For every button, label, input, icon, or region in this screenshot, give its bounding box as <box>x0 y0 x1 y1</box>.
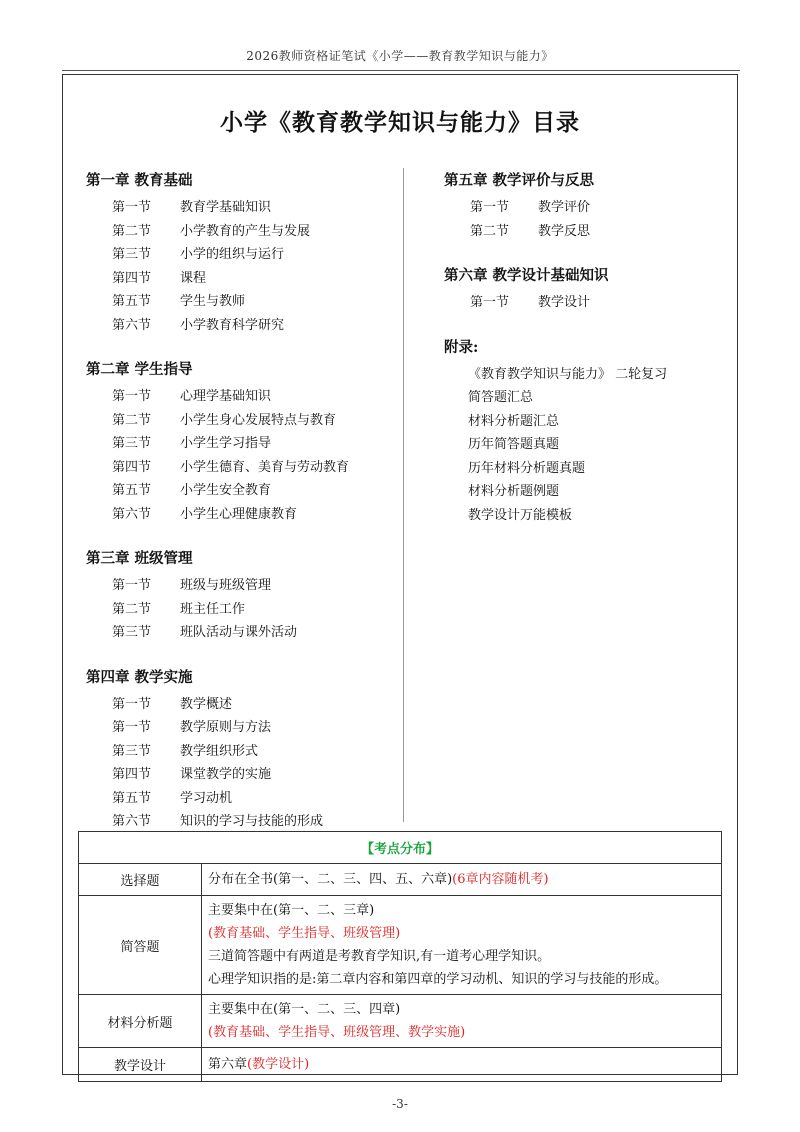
material-line-1: 主要集中在(第一、二、三、四章) <box>208 1002 401 1017</box>
toc-entry[interactable] <box>86 409 396 433</box>
section-title: 班级与班级管理 <box>180 578 272 593</box>
table-row <box>79 864 722 896</box>
short-line-1: 主要集中在(第一、二、三章) <box>208 903 375 918</box>
toc-entry[interactable] <box>86 621 396 645</box>
section-number: 第一节 <box>470 200 510 215</box>
section-title: 教学原则与方法 <box>180 720 272 735</box>
toc-entry[interactable] <box>86 763 396 787</box>
column-divider <box>403 168 404 822</box>
short-line-3: 三道简答题中有两道是考教育学知识,有一道考心理学知识。 <box>208 949 551 964</box>
toc-entry[interactable] <box>86 314 396 338</box>
appendix-item[interactable]: 历年材料分析题真题 <box>468 460 586 476</box>
row-value-material <box>202 995 722 1048</box>
toc-entry[interactable] <box>86 196 396 220</box>
section-number: 第五节 <box>112 790 152 806</box>
section-title: 小学生学习指导 <box>180 436 272 451</box>
section-title: 小学教育的产生与发展 <box>180 223 311 239</box>
section-title: 小学教育科学研究 <box>180 317 285 333</box>
appendix-item[interactable]: 教学设计万能模板 <box>468 507 573 523</box>
toc-entry[interactable] <box>86 456 396 480</box>
section-number: 第二节 <box>112 412 152 428</box>
section-number: 第六节 <box>112 506 152 522</box>
section-number: 第一节 <box>112 389 152 404</box>
section-number: 第二节 <box>470 223 510 239</box>
toc-entry[interactable] <box>444 291 734 315</box>
section-number: 第六节 <box>112 317 152 333</box>
toc-entry[interactable] <box>86 598 396 622</box>
section-title: 班队活动与课外活动 <box>180 625 298 640</box>
row-label-short-answer: 简答题 <box>79 896 202 995</box>
section-title: 学生与教师 <box>180 294 246 309</box>
toc-entry[interactable] <box>86 503 396 527</box>
appendix-item[interactable]: 《教育教学知识与能力》 二轮复习 <box>468 366 668 382</box>
section-title: 学习动机 <box>180 790 233 806</box>
section-number: 第一节 <box>470 295 510 310</box>
section-number: 第一节 <box>112 720 152 735</box>
section-number: 第六节 <box>112 814 152 829</box>
material-line-2: (教育基础、学生指导、班级管理、教学实施) <box>208 1025 466 1040</box>
row-value-choice <box>202 864 722 896</box>
section-title: 课程 <box>180 270 207 286</box>
row-value-design <box>202 1048 722 1082</box>
choice-text: 分布在全书(第一、二、三、四、五、六章) <box>208 872 453 887</box>
appendix-item[interactable]: 材料分析题例题 <box>468 484 560 499</box>
section-title: 教学概述 <box>180 696 233 712</box>
section-title: 教学反思 <box>538 223 591 239</box>
section-title: 知识的学习与技能的形成 <box>180 814 324 829</box>
toc-entry[interactable] <box>86 267 396 291</box>
appendix-item[interactable]: 简答题汇总 <box>468 390 534 405</box>
section-number: 第一节 <box>112 200 152 215</box>
section-number: 第三节 <box>112 743 152 759</box>
toc-entry[interactable] <box>86 290 396 314</box>
section-title: 小学生身心发展特点与教育 <box>180 412 337 428</box>
toc-entry[interactable] <box>86 432 396 456</box>
section-number: 第一节 <box>112 578 152 593</box>
toc-entry[interactable] <box>86 716 396 740</box>
section-number: 第四节 <box>112 459 152 475</box>
toc-title: 小学《教育教学知识与能力》目录 <box>220 109 580 136</box>
section-title: 小学生安全教育 <box>180 483 272 498</box>
short-line-4: 心理学知识指的是:第二章内容和第四章的学习动机、知识的学习与技能的形成。 <box>208 972 668 987</box>
choice-highlight: (6章内容随机考) <box>452 872 549 887</box>
table-row <box>79 995 722 1048</box>
appendix-heading[interactable]: 附录: <box>444 338 479 356</box>
chapter-2-heading[interactable]: 第二章 学生指导 <box>86 361 193 378</box>
section-title: 小学生德育、美育与劳动教育 <box>180 459 350 475</box>
running-header: 2026教师资格证笔试《小学——教育教学知识与能力》 <box>246 49 554 63</box>
chapter-5-heading[interactable]: 第五章 教学评价与反思 <box>444 172 595 189</box>
section-number: 第三节 <box>112 436 152 451</box>
row-label-design: 教学设计 <box>79 1048 202 1082</box>
toc-entry[interactable] <box>86 810 396 834</box>
toc-entry[interactable] <box>86 385 396 409</box>
toc-entry[interactable] <box>86 693 396 717</box>
section-number: 第四节 <box>112 767 152 782</box>
row-label-material: 材料分析题 <box>79 995 202 1048</box>
chapter-3-heading[interactable]: 第三章 班级管理 <box>86 550 193 567</box>
design-text: 第六章 <box>208 1057 248 1072</box>
section-number: 第一节 <box>112 696 152 712</box>
toc-entry[interactable] <box>86 479 396 503</box>
toc-entry[interactable] <box>444 220 734 244</box>
table-caption: 【考点分布】 <box>79 832 722 864</box>
section-number: 第二节 <box>112 601 152 617</box>
page-number: -3- <box>392 1097 408 1111</box>
toc-right-column <box>444 170 734 527</box>
toc-left-column <box>86 170 396 834</box>
section-title: 教学评价 <box>538 200 591 215</box>
toc-entry[interactable] <box>86 787 396 811</box>
row-value-short-answer <box>202 896 722 995</box>
table-row <box>79 1048 722 1082</box>
chapter-4-heading[interactable]: 第四章 教学实施 <box>86 668 193 686</box>
row-label-choice: 选择题 <box>79 864 202 896</box>
section-number: 第三节 <box>112 625 152 640</box>
toc-entry[interactable] <box>86 243 396 267</box>
section-title: 课堂教学的实施 <box>180 767 272 782</box>
chapter-6-heading[interactable]: 第六章 教学设计基础知识 <box>444 267 609 284</box>
section-number: 第四节 <box>112 270 152 286</box>
design-highlight: (教学设计) <box>247 1057 310 1072</box>
toc-entry[interactable] <box>444 196 734 220</box>
table-caption-row <box>79 832 722 864</box>
section-title: 心理学基础知识 <box>180 389 272 404</box>
toc-entry[interactable] <box>86 740 396 764</box>
chapter-1-heading[interactable]: 第一章 教育基础 <box>86 172 193 189</box>
section-number: 第五节 <box>112 294 152 309</box>
header-rule <box>62 70 740 71</box>
appendix-item[interactable]: 材料分析题汇总 <box>468 413 560 429</box>
section-title: 班主任工作 <box>180 601 246 617</box>
short-line-2: (教育基础、学生指导、班级管理) <box>208 926 401 941</box>
exam-distribution-table <box>78 831 722 1082</box>
table-row <box>79 896 722 995</box>
section-title: 小学的组织与运行 <box>180 247 285 262</box>
section-title: 小学生心理健康教育 <box>180 506 298 522</box>
appendix-item[interactable]: 历年简答题真题 <box>468 437 560 452</box>
toc-entry[interactable] <box>86 220 396 244</box>
section-number: 第三节 <box>112 247 152 262</box>
section-title: 教学组织形式 <box>180 743 259 759</box>
section-title: 教育学基础知识 <box>180 200 272 215</box>
toc-entry[interactable] <box>86 574 396 598</box>
section-number: 第五节 <box>112 483 152 498</box>
section-number: 第二节 <box>112 223 152 239</box>
section-title: 教学设计 <box>538 295 591 310</box>
